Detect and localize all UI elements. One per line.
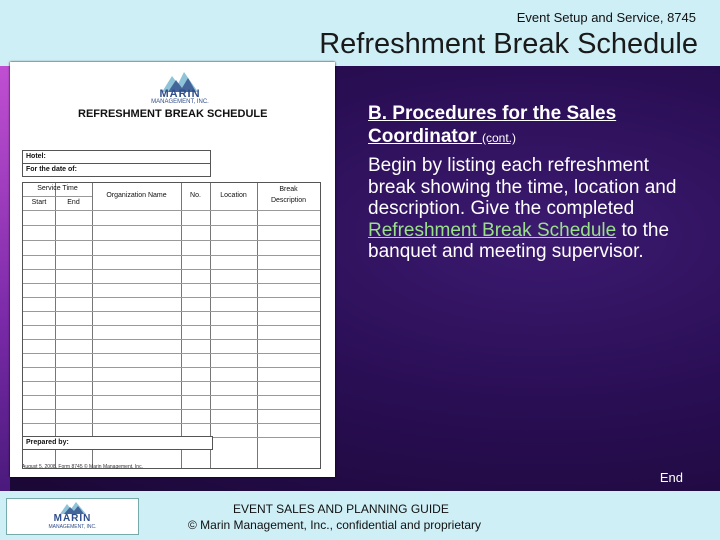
footer-guide-title: EVENT SALES AND PLANNING GUIDE bbox=[233, 502, 449, 516]
col-break: Break bbox=[279, 186, 298, 193]
accent-strip bbox=[0, 66, 10, 491]
col-description: Description bbox=[270, 197, 306, 204]
col-start: Start bbox=[31, 199, 47, 206]
form-footnote: August 5, 2008, Form 8745 © Marin Management, Inc. bbox=[22, 464, 143, 470]
col-no: No. bbox=[190, 192, 201, 199]
body-paragraph bbox=[368, 155, 693, 263]
body-text-before: Begin by listing each refreshment break showing the time, location and description. Give the completed bbox=[368, 155, 677, 219]
hotel-field: Hotel: bbox=[22, 150, 211, 164]
col-service-time: Service Time bbox=[37, 185, 78, 192]
footer-logo-subtext: MANAGEMENT, INC. bbox=[48, 524, 97, 530]
schedule-table bbox=[22, 182, 321, 469]
prepared-by-field: Prepared by: bbox=[22, 436, 213, 450]
header-subtitle: Event Setup and Service, 8745 bbox=[516, 10, 696, 25]
section-heading-text: B. Procedures for the Sales Coordinator bbox=[368, 103, 617, 147]
footer-logo-text: MARIN bbox=[53, 513, 92, 524]
date-field: For the date of: bbox=[22, 163, 211, 177]
footer-logo bbox=[6, 498, 139, 535]
form-logo-text: MARIN bbox=[159, 88, 201, 100]
body-text-after: to the banquet and meeting supervisor. bbox=[368, 219, 670, 262]
section-heading bbox=[368, 102, 688, 150]
footer-bar bbox=[0, 491, 720, 540]
form-image bbox=[10, 62, 335, 477]
end-link[interactable]: End bbox=[659, 470, 683, 485]
schedule-link[interactable]: Refreshment Break Schedule bbox=[368, 219, 617, 241]
col-organization: Organization Name bbox=[106, 192, 167, 199]
form-logo-subtext: MANAGEMENT, INC. bbox=[151, 99, 209, 105]
section-heading-suffix: (cont.) bbox=[482, 131, 517, 145]
header-bar bbox=[0, 0, 720, 66]
col-location: Location bbox=[220, 192, 247, 199]
footer-copyright: © Marin Management, Inc., confidential and proprietary bbox=[188, 518, 481, 532]
col-end: End bbox=[67, 199, 80, 206]
page-title: Refreshment Break Schedule bbox=[319, 28, 698, 60]
form-title: REFRESHMENT BREAK SCHEDULE bbox=[78, 108, 268, 120]
